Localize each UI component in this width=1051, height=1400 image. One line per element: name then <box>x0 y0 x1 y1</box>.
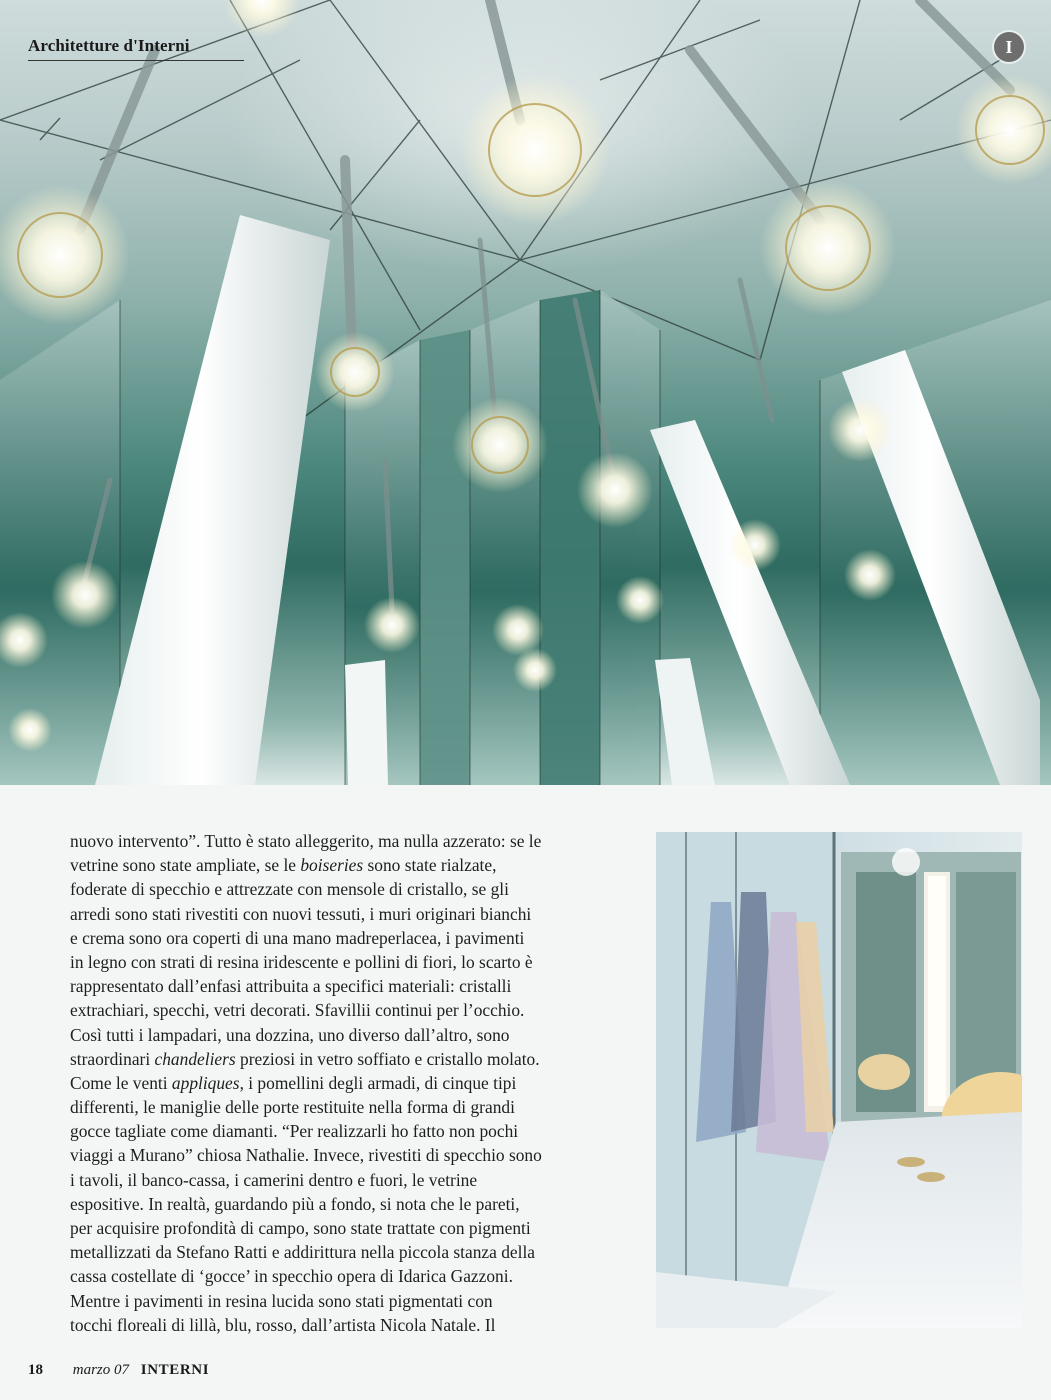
text-run: Come le venti <box>70 1072 172 1093</box>
article-line <box>70 902 576 926</box>
article-line <box>70 998 576 1022</box>
text-run: Così tutti i lampadari, una dozzina, uno diverso dall’altro, sono <box>70 1024 510 1045</box>
text-run: espositive. In realtà, guardando più a fondo, si nota che le pareti, <box>70 1193 520 1214</box>
inset-photo <box>656 832 1022 1328</box>
article-line <box>70 1168 576 1192</box>
italic-term: chandeliers <box>154 1048 236 1069</box>
text-run: per acquisire profondità di campo, sono state trattate con pigmenti <box>70 1218 531 1238</box>
text-run: , i pomellini degli armadi, di cinque tipi <box>239 1072 517 1093</box>
text-run: viaggi a Murano” chiosa Nathalie. Invece, rivestiti di specchio sono <box>70 1145 542 1166</box>
article-line <box>70 926 576 950</box>
section-rule <box>28 60 244 61</box>
section-label: Architetture d'Interni <box>28 36 190 55</box>
article-line <box>70 1216 576 1240</box>
page-number: 18 <box>28 1362 43 1378</box>
article-line <box>70 1264 576 1288</box>
article-line <box>70 1023 576 1047</box>
text-run: cassa costellate di ‘gocce’ in specchio opera di Idarica Gazzoni. <box>70 1266 513 1287</box>
text-run: differenti, le maniglie delle porte restituite nella forma di grandi <box>70 1097 515 1118</box>
text-run: i tavoli, il banco-cassa, i camerini dentro e fuori, le vetrine <box>70 1169 478 1190</box>
text-run: preziosi in vetro soffiato e cristallo molato. <box>235 1048 540 1069</box>
text-run: gocce tagliate come diamanti. “Per realizzarli ho fatto non pochi <box>70 1121 519 1142</box>
article-line <box>70 829 576 853</box>
text-run: e crema sono ora coperti di una mano madreperlacea, i pavimenti <box>70 927 525 948</box>
article-line <box>70 1143 576 1167</box>
article-line <box>70 877 576 901</box>
text-run: vetrine sono state ampliate, se le <box>70 855 301 876</box>
italic-term: boiseries <box>300 855 364 876</box>
text-run: in legno con strati di resina iridescente e pollini di fiori, lo scarto è <box>70 951 533 972</box>
text-run: metallizzati da Stefano Ratti e addirittura nella piccola stanza della <box>70 1242 535 1263</box>
magazine-logo-icon: I <box>994 32 1024 62</box>
text-run: sono state rialzate, <box>363 855 497 876</box>
article-line <box>70 1095 576 1119</box>
text-run: extrachiari, specchi, vetri decorati. Sfavillii continui per l’occhio. <box>70 1000 525 1021</box>
mirrored-dressing-room-photo <box>656 832 1022 1328</box>
article-line <box>70 1071 576 1095</box>
text-run: tocchi floreali di lillà, blu, rosso, dall’artista Nicola Natale. Il <box>70 1314 496 1335</box>
text-run: nuovo intervento”. Tutto è stato alleggerito, ma nulla azzerato: se le <box>70 831 542 851</box>
text-run: straordinari <box>70 1048 155 1069</box>
article-line <box>70 1289 576 1313</box>
article-line <box>70 1047 576 1071</box>
text-run: arredi sono stati rivestiti con nuovi tessuti, i muri originari bianchi <box>70 903 532 924</box>
article-body <box>70 829 576 1337</box>
article-line <box>70 1240 576 1264</box>
article-line <box>70 1313 576 1337</box>
italic-term: appliques <box>171 1072 240 1093</box>
text-run: Mentre i pavimenti in resina lucida sono stati pigmentati con <box>70 1290 493 1311</box>
text-run: rappresentato dall’enfasi attribuita a specifici materiali: cristalli <box>70 976 512 997</box>
article-line <box>70 974 576 998</box>
article-line <box>70 853 576 877</box>
magazine-name: INTERNI <box>140 1362 210 1378</box>
page-footer <box>28 1362 209 1379</box>
issue-date: marzo 07 <box>72 1362 130 1378</box>
article-line <box>70 1192 576 1216</box>
article-line <box>70 950 576 974</box>
text-run: foderate di specchio e attrezzate con mensole di cristallo, se gli <box>70 879 509 900</box>
article-line <box>70 1119 576 1143</box>
